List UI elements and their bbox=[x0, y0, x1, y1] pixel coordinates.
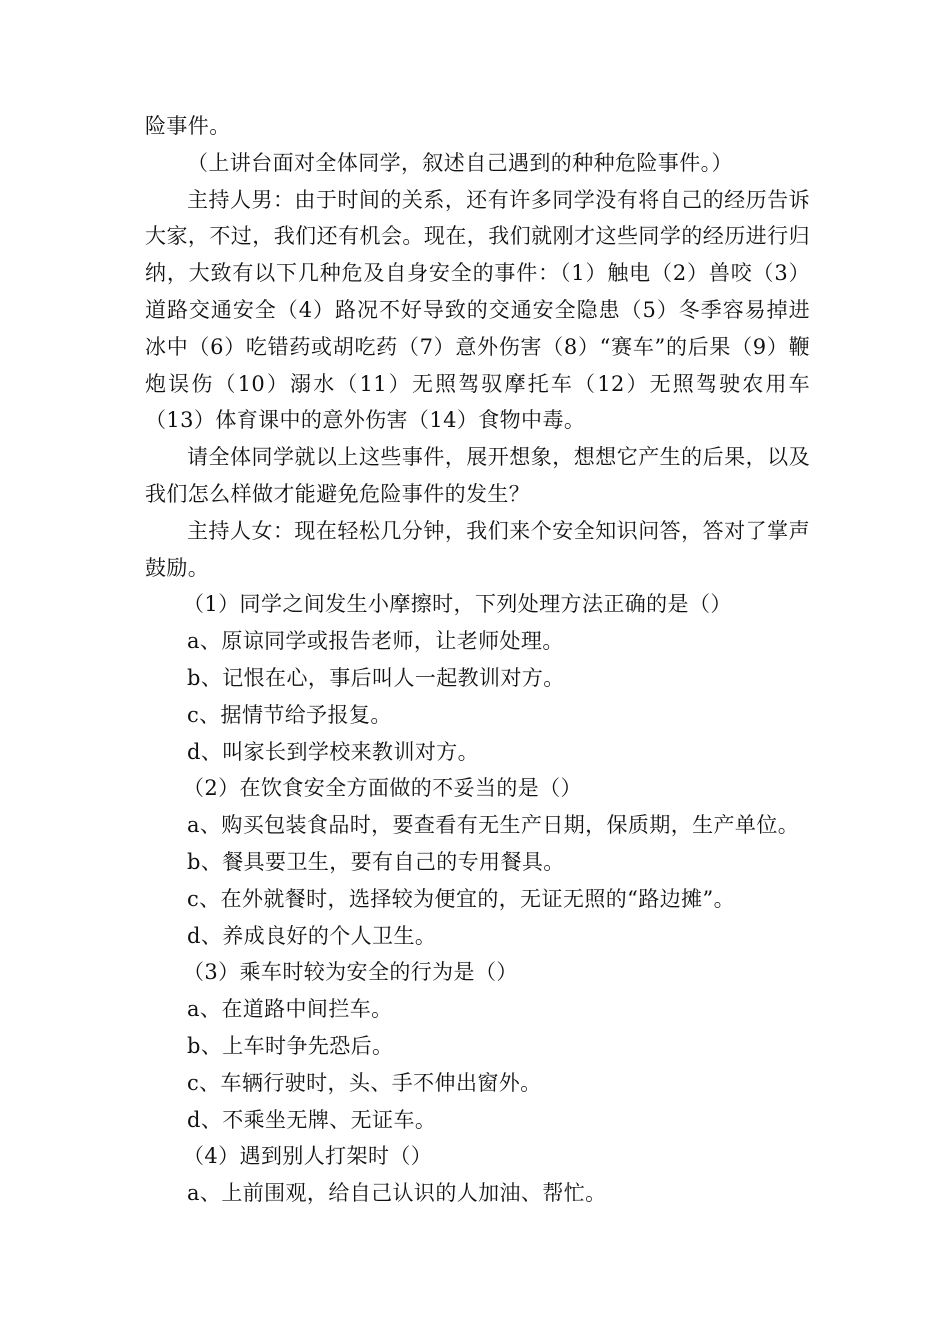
option-3d: d、不乘坐无牌、无证车。 bbox=[187, 1107, 437, 1132]
option-1a: a、原谅同学或报告老师，让老师处理。 bbox=[187, 629, 564, 654]
document-body bbox=[145, 108, 810, 1212]
option-3a: a、在道路中间拦车。 bbox=[187, 997, 393, 1022]
question-4: （4）遇到别人打架时（） bbox=[183, 1144, 433, 1169]
option-2b: b、餐具要卫生，要有自己的专用餐具。 bbox=[187, 849, 565, 874]
host-female-paragraph: 主持人女：现在轻松几分钟，我们来个安全知识问答，答对了掌声鼓励。 bbox=[145, 518, 810, 580]
option-1c: c、据情节给予报复。 bbox=[187, 702, 392, 727]
option-3b: b、上车时争先恐后。 bbox=[187, 1033, 394, 1058]
prompt-paragraph: 请全体同学就以上这些事件，展开想象，想想它产生的后果，以及我们怎么样做才能避免危险事件的发生？ bbox=[145, 445, 810, 506]
option-1b: b、记恨在心，事后叫人一起教训对方。 bbox=[187, 665, 565, 690]
host-male-paragraph: 主持人男：由于时间的关系，还有许多同学没有将自己的经历告诉大家，不过，我们还有机会。现在，我们就刚才这些同学的经历进行归纳，大致有以下几种危及自身安全的事件：（1）触电（2）兽咬（3）道路交通安全（4）路况不好导致的交通安全隐患（5）冬季容易掉进冰中（6）吃错药或胡吃药（7）意外伤害（8）“赛车”的后果（9）鞭炮误伤（10）溺水（11）无照驾驭摩托车（12）无照驾驶农用车（13）体育课中的意外伤害（14）食物中毒。 bbox=[145, 187, 810, 433]
continuation-text: 险事件。 bbox=[145, 114, 231, 138]
stage-direction: （上讲台面对全体同学，叙述自己遇到的种种危险事件。） bbox=[187, 150, 733, 175]
option-2a: a、购买包装食品时，要查看有无生产日期，保质期，生产单位。 bbox=[187, 813, 800, 838]
option-1d: d、叫家长到学校来教训对方。 bbox=[187, 739, 480, 764]
option-4a: a、上前围观，给自己认识的人加油、帮忙。 bbox=[187, 1181, 607, 1206]
option-3c: c、车辆行驶时，头、手不伸出窗外。 bbox=[187, 1070, 542, 1095]
option-2c: c、在外就餐时，选择较为便宜的，无证无照的“路边摊”。 bbox=[187, 886, 736, 911]
option-2d: d、养成良好的个人卫生。 bbox=[187, 923, 437, 948]
question-3: （3）乘车时较为安全的行为是（） bbox=[183, 960, 518, 985]
question-1: （1）同学之间发生小摩擦时，下列处理方法正确的是（） bbox=[183, 592, 732, 617]
question-2: （2）在饮食安全方面做的不妥当的是（） bbox=[183, 776, 582, 801]
